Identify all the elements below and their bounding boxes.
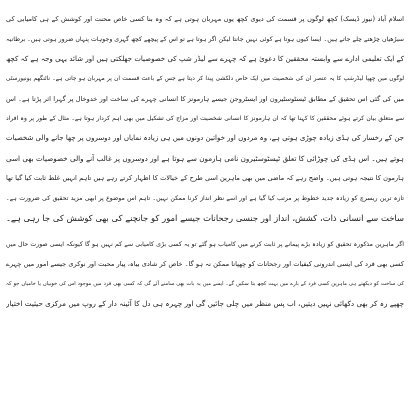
text-line: لوگوں میں چھپا لیڈرشپ کا یہ عنصر ان کی شخصیت میں ایک خاص دلکشی پیدا کر دیتا ہے جس کے باعث قسمت ان پر مہربان ہو جاتی ہے۔ ناٹنگھم یونیورسٹی	[6, 75, 404, 82]
text-line: کے ایک تعلیمی ادارے سے وابستہ محققین کا دعویٰ ہے کہ چہرے سے لیڈر شپ کی خصوصیات جھلکتی ہیں اور شائد یہی وجہ ہے کہ کچھ	[6, 54, 404, 63]
paragraph-1	[6, 10, 404, 229]
text-line: جن کے رخسار کی ہڈی زیادہ چوڑی ہوتی ہے، وہ مردوں اور خواتین دونوں میں ہی زیادہ نمایاں اور دوسروں پر چھا جانے والی شخصیات	[6, 134, 404, 143]
text-line: چھپے رہ کر بھی دکھائی نہیں دیتیں، اب پس منظر میں چلی جائیں گی اور چہرہ ہی دل کا آئینہ دار کے روپ میں مرکزی حیثیت اختیار	[6, 299, 404, 309]
text-line: سے متعلق بیان کرتے ہوئے محققین کا کہنا تھا کہ ان ہارمونز کا انسانی شخصیت اور مزاج کی تشکیل میں بھی اہم کردار ہوتا ہے۔ مثال کے طور پر وہ افراد	[6, 115, 404, 123]
text-line: ساخت سے انسانی ذات، کشش، انداز اور جنسی رجحانات جیسے امور کو جانچنے کی بھی کوشش کی جا رہی ہے۔	[6, 212, 404, 223]
text-line: ہوتے ہیں۔ اس ہڈی کی چوڑائی کا تعلق ٹیسٹوسٹیرون نامی ہارمون سے ہوتا ہے اور دوسروں پر غالب آنے والی خصوصیات بھی اسی	[6, 154, 404, 164]
text-line: کسی بھی فرد کی ایسی اندرونی کیفیات اور رجحانات کو چھپانا ممکن نہ ہو گا۔ خاص کر شادی بیاہ، پیار محبت اور نوکری جیسے امور میں چہرے	[6, 259, 404, 268]
text-line: میں کی گئی اس تحقیق کے مطابق ٹیسٹوسٹیرون اور ایسٹروجن جیسے ہارمونز کا انسانی چہرے کی ساخت اور خدوخال پر گہرا اثر پڑتا ہے۔ اس	[6, 94, 404, 103]
text-line: کی ساخت کو دیکھتے ہی ماہرین کسی فرد کے بارے میں بہت کچھ بتا سکیں گے۔ ایسے میں یہ بات بھی سامنے آئے گی کہ کسی بھی فرد میں موجود اس کی خوبیاں یا خامیاں جو کہ	[6, 280, 404, 287]
text-line: تازہ ترین ریسرچ کو زیادہ جدید خطوط پر مرتب کیا گیا ہے اور اسے نظر انداز کرنا ممکن نہیں۔ تاہم اس موضوع پر ابھی مزید تحقیق کی ضرورت ہے۔	[6, 195, 404, 203]
text-line: ہارمون کا نتیجہ ہوتی ہیں۔ واضح رہے کہ ماضی میں بھی ماہرین اسی طرح کے خیالات کا اظہار کرتے رہے ہیں تاہم انہیں غلط ثابت کیا گیا تھا	[6, 174, 404, 183]
text-line: اگر ماہرین مذکورہ تحقیق کو زیادہ بڑے پیمانے پر ثابت کرنے میں کامیاب ہو گئے تو یہ کسی بڑی کامیابی سے کم نہیں ہو گا کیونکہ ایسی صورت حال میں	[6, 240, 404, 248]
paragraph-2	[6, 235, 404, 315]
text-line: اسلام آباد (نیوز ڈیسک) کچھ لوگوں پر قسمت کی دیوی کچھ یوں مہربان ہوتی ہے کہ وہ بنا کسی خاص محنت اور کوشش کے ہی کامیابی کی	[6, 15, 404, 23]
text-line: سیڑھیاں چڑھتے چلے جاتے ہیں۔ ایسا کیوں ہوتا ہے کوئی نہیں جانتا لیکن اگر ہوتا ہے تو اس کے پیچھے کچھ گہری وجوہات پنہاں ضرور ہوتی ہیں۔ برطانیہ	[6, 35, 404, 43]
